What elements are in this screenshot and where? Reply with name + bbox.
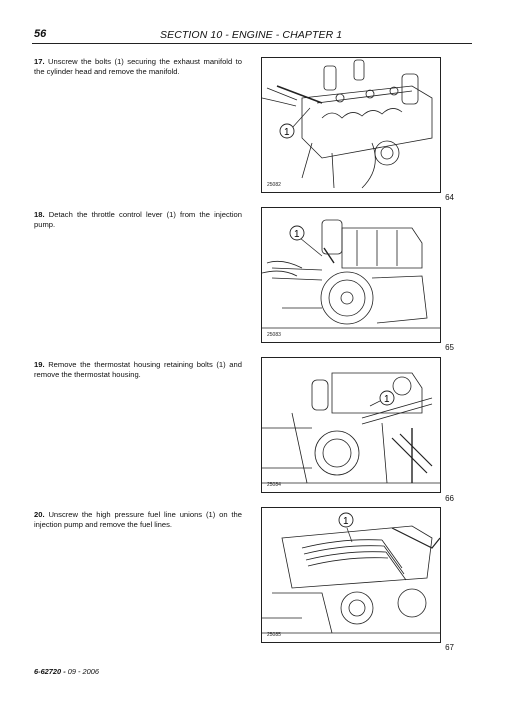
- callout-label: 1: [384, 394, 390, 405]
- figure-number: 67: [445, 643, 454, 652]
- step-20: [34, 510, 242, 530]
- step-text: Detach the throttle control lever (1) from the injection pump.: [34, 210, 242, 229]
- step-number: 17.: [34, 57, 45, 66]
- callout-label: 1: [343, 516, 349, 527]
- engine-illustration-throttle: [262, 208, 440, 342]
- section-title: SECTION 10 - ENGINE - CHAPTER 1: [160, 29, 343, 41]
- figure-thermostat-housing: [261, 357, 441, 493]
- step-text: Remove the thermostat housing retaining bolts (1) and remove the thermostat housing.: [34, 360, 242, 379]
- engine-illustration-fuel-lines: [262, 508, 440, 642]
- figure-number: 65: [445, 343, 454, 352]
- figure-exhaust-manifold: [261, 57, 441, 193]
- figure-code: 25083: [267, 332, 281, 338]
- engine-illustration-thermostat: [262, 358, 440, 492]
- figure-code: 25084: [267, 482, 281, 488]
- footer-document-code: [34, 667, 99, 676]
- header-divider: [32, 43, 472, 44]
- step-number: 18.: [34, 210, 45, 219]
- step-number: 20.: [34, 510, 45, 519]
- callout-label: 1: [284, 127, 290, 138]
- figure-code: 25082: [267, 182, 281, 188]
- page-number: 56: [34, 28, 47, 40]
- figure-throttle-lever: [261, 207, 441, 343]
- figure-number: 64: [445, 193, 454, 202]
- figure-number: 66: [445, 494, 454, 503]
- step-text: Unscrew the high pressure fuel line unions (1) on the injection pump and remove the fuel lines.: [34, 510, 242, 529]
- callout-label: 1: [294, 229, 300, 240]
- step-text: Unscrew the bolts (1) securing the exhaust manifold to the cylinder head and remove the manifold.: [34, 57, 242, 76]
- step-19: [34, 360, 242, 380]
- step-17: [34, 57, 242, 77]
- footer-separator: -: [63, 667, 68, 676]
- step-18: [34, 210, 242, 230]
- figure-fuel-lines: [261, 507, 441, 643]
- engine-illustration-exhaust: [262, 58, 440, 192]
- figure-code: 25085: [267, 632, 281, 638]
- document-code: 6-62720: [34, 667, 62, 676]
- document-date: 09 - 2006: [67, 667, 99, 676]
- step-number: 19.: [34, 360, 45, 369]
